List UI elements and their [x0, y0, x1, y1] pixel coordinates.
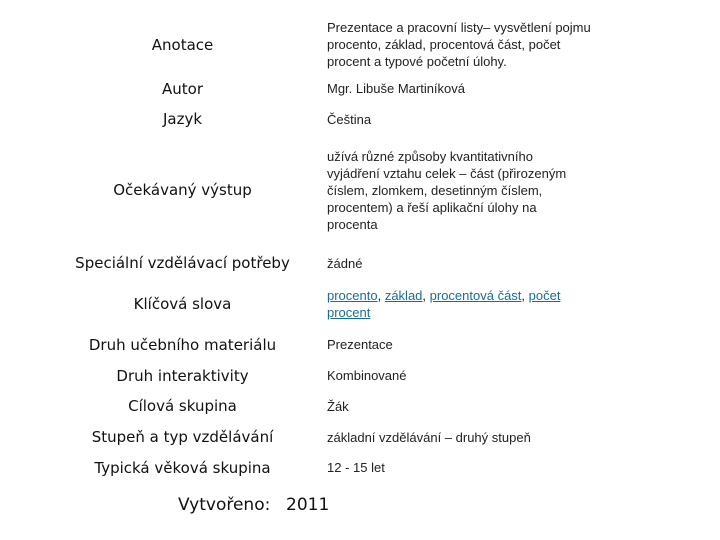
- label-klicova-slova: Klíčová slova: [133, 295, 232, 313]
- keyword-link[interactable]: procento: [327, 288, 378, 303]
- label-stupen-typ: Stupeň a typ vzdělávání: [91, 428, 274, 446]
- footer-created-label: Vytvořeno:: [178, 495, 271, 515]
- value-anotace: Prezentace a pracovní listy– vysvětlení pojmu procento, základ, procentová část, počet procent a typové početní úlohy.: [327, 20, 591, 69]
- label-vekova-skupina: Typická věková skupina: [94, 459, 271, 477]
- value-cilova-skupina: Žák: [327, 399, 349, 414]
- label-druh-materialu: Druh učebního materiálu: [88, 336, 277, 354]
- value-druh-materialu: Prezentace: [327, 337, 393, 352]
- label-specialni-potreby: Speciální vzdělávací potřeby: [75, 254, 290, 272]
- label-druh-interaktivity: Druh interaktivity: [116, 367, 249, 385]
- value-vekova-skupina: 12 - 15 let: [327, 460, 385, 475]
- label-ocekavany-vystup: Očekávaný výstup: [113, 181, 252, 199]
- value-klicova-slova: procento, základ, procentová část, počet procent: [327, 288, 561, 320]
- label-jazyk: Jazyk: [162, 110, 203, 128]
- value-autor: Mgr. Libuše Martiníková: [327, 81, 466, 96]
- footer-created-year: 2011: [286, 495, 330, 515]
- label-cilova-skupina: Cílová skupina: [128, 397, 237, 415]
- value-ocekavany-vystup: užívá různé způsoby kvantitativního vyjádření vztahu celek – část (přirozeným číslem, zlomkem, desetinným číslem, procentem) a řeší aplikační úlohy na procenta: [327, 149, 567, 232]
- value-jazyk: Čeština: [327, 112, 372, 127]
- label-autor: Autor: [162, 80, 203, 98]
- keyword-link[interactable]: základ: [384, 288, 423, 303]
- value-specialni-potreby: žádné: [327, 256, 363, 271]
- value-stupen-typ: základní vzdělávání – druhý stupeň: [327, 430, 531, 445]
- value-druh-interaktivity: Kombinované: [327, 368, 407, 383]
- keyword-link[interactable]: procentová část: [429, 288, 522, 303]
- keyword-link[interactable]: počet procent: [327, 288, 561, 320]
- label-anotace: Anotace: [151, 36, 214, 54]
